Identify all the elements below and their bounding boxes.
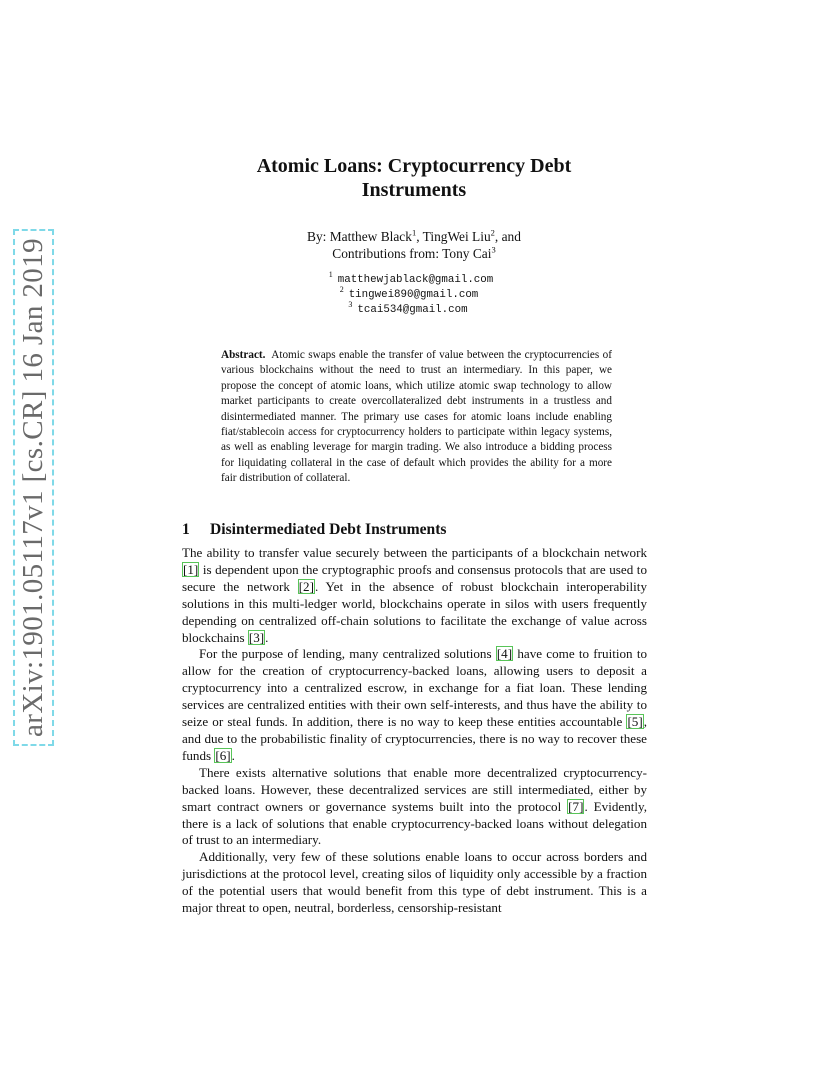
email-mark: 3 [348, 300, 353, 310]
email-address[interactable]: tingwei890@gmail.com [348, 289, 479, 301]
section-heading [182, 520, 447, 540]
email-address[interactable]: matthewjablack@gmail.com [337, 274, 494, 286]
email-mark: 2 [339, 285, 344, 295]
paragraph-text: . Yet in the absence of robust blockchain interoperability solutions in this multi-ledger world, blockchains operate in silos with users frequently depending on centralized off-chain solutions to facilitate the exchange of value across blockchains [182, 578, 647, 645]
abstract [221, 348, 612, 487]
abstract-text: Atomic swaps enable the transfer of value between the cryptocurrencies of various blockchains without the need to trust an intermediary. In this paper, we propose the concept of atomic loans, which utilize atomic swap technology to allow market participants to create overcollateralized debt instruments in a trustless and disintermediated manner. The primary use cases for atomic loans include enabling fiat/stablecoin access for cryptocurrency holders to participate within legacy systems, as well as enabling leverage for margin trading. We also introduce a bidding process for liquidating collateral in the case of default which provides the ability for a more fair distribution of collateral. [221, 349, 612, 485]
paragraph-text: There exists alternative solutions that enable more decentralized cryptocurrency-backed loans. However, these decentralized services are still intermediated, either by smart contract owners or governance systems built into the protocol [182, 764, 647, 814]
citation-link[interactable]: [7] [568, 798, 584, 814]
author-conjunction: and [501, 229, 521, 244]
paragraph-text: Additionally, very few of these solutions enable loans to occur across borders and jurisdictions at the protocol level, creating silos of liquidity only accessible by a fraction of the potential users that would benefit from this type of debt instrument. This is a major threat to open, neutral, borderless, censorship-resistant [182, 849, 647, 916]
email-mark: 1 [328, 270, 333, 280]
email-row [168, 300, 648, 318]
paragraph-text: . [231, 747, 235, 763]
paragraph [182, 849, 647, 917]
paragraph-text: . Evidently, there is a lack of solutions that enable cryptocurrency-backed loans without delegation of trust to an intermediary. [182, 798, 647, 848]
citation-link[interactable]: [6] [215, 747, 231, 763]
paragraph-text: , and due to the probabilistic finality of cryptocurrencies, there is no way to recover these funds [182, 714, 647, 763]
email-row [174, 270, 648, 288]
arxiv-sidebar [14, 237, 54, 738]
abstract-label: Abstract. [221, 349, 266, 361]
paragraph-text: have come to fruition to allow for the creation of cryptocurrency-backed loans, allowing users to deposit a cryptocurrency into a centralized escrow, in exchange for a fiat loan. These lending services are centralized entities with their own self-interests, and thus have the ability to seize or steal funds. In addition, there is no way to keep these entities accountable [182, 646, 648, 730]
paper-title-line-2: Instruments [361, 179, 467, 201]
email-address[interactable]: tcai534@gmail.com [357, 304, 468, 316]
paragraph-text: . [265, 629, 269, 645]
section-number: 1 [182, 521, 190, 538]
arxiv-identifier[interactable]: arXiv:1901.05117v1 [cs.CR] 16 Jan 2019 [17, 232, 52, 743]
authors-prefix: By: [307, 229, 327, 244]
paper-title [180, 154, 648, 202]
email-row [170, 285, 648, 303]
body-text [182, 545, 647, 917]
paper-title-line-1: Atomic Loans: Cryptocurrency Debt [256, 155, 572, 177]
paragraph [182, 545, 647, 646]
paragraph-text: For the purpose of lending, many centralized solutions [199, 646, 492, 662]
citation-link[interactable]: [1] [183, 561, 199, 577]
author-affiliation-mark: 3 [491, 244, 496, 255]
author-affiliation-mark: 1 [411, 227, 417, 238]
author-line: By: Matthew Black$^1$, TingWei Liu$^2$, and [307, 227, 521, 244]
citation-link[interactable]: [4] [496, 646, 513, 662]
contributors-prefix: Contributions from: [332, 246, 440, 261]
author-name: Matthew Black [329, 229, 412, 244]
email-list [180, 270, 648, 318]
author-name: TingWei Liu [422, 229, 491, 244]
paragraph [182, 646, 647, 764]
paragraph-text: is dependent upon the cryptographic proofs and consensus protocols that are used to secure the network [182, 561, 647, 594]
contributor-line [180, 245, 648, 262]
citation-link[interactable]: [3] [248, 629, 265, 645]
author-name: Tony Cai [442, 246, 492, 261]
citation-link[interactable]: [5] [627, 714, 643, 730]
section-title: Disintermediated Debt Instruments [210, 521, 447, 538]
paragraph [182, 765, 647, 850]
citation-link[interactable]: [2] [298, 578, 314, 594]
paragraph-text: The ability to transfer value securely between the participants of a blockchain network [182, 545, 647, 560]
author-block [180, 228, 648, 262]
author-affiliation-mark: 2 [490, 227, 495, 238]
